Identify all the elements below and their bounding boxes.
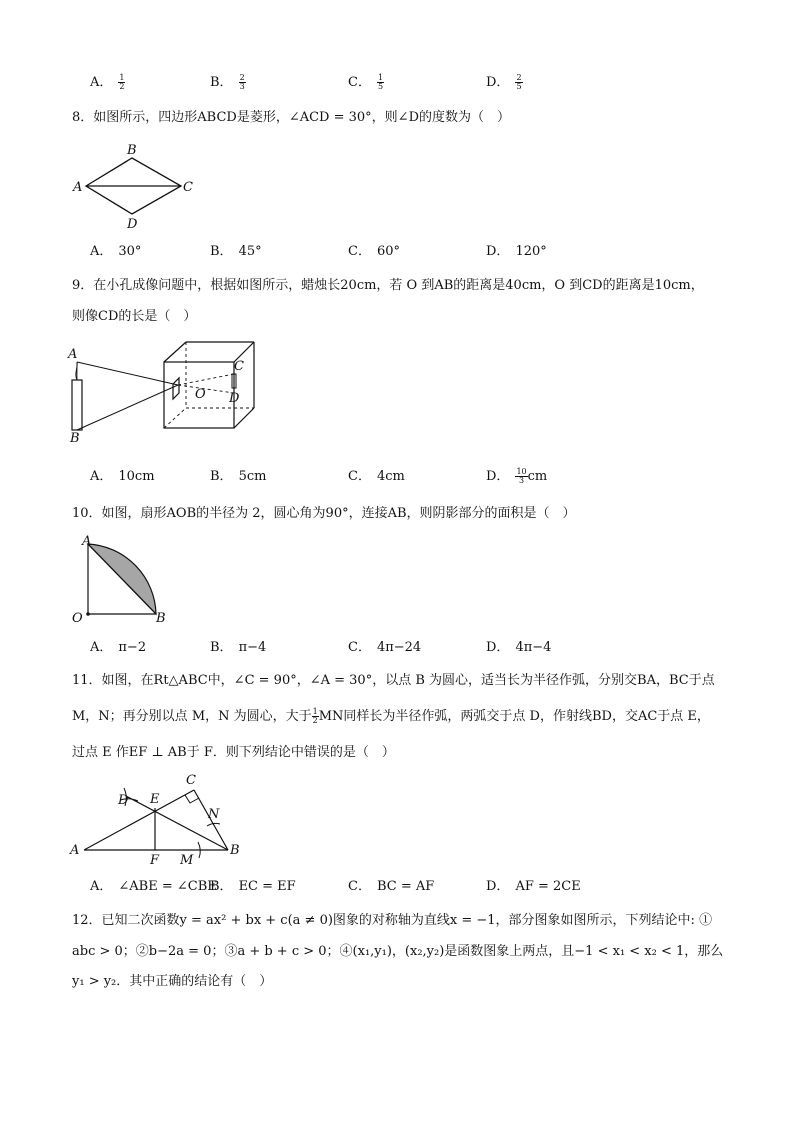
q8-options	[90, 241, 730, 263]
q11-stem-line3: 过点 E 作EF ⊥ AB于 F．则下列结论中错误的是（ ）	[72, 745, 395, 760]
label-b: B	[230, 843, 240, 858]
center-o	[86, 612, 90, 616]
q7-options	[90, 72, 730, 94]
q9-option-b: B． 5cm	[210, 469, 267, 484]
label-n: N	[208, 807, 220, 822]
label-a: A	[70, 843, 80, 858]
label-d: D	[229, 391, 240, 406]
label-f: F	[150, 853, 160, 868]
label-a: A	[68, 347, 78, 362]
q9-stem-line1: 9．在小孔成像问题中，根据如图所示，蜡烛长20cm，若 O 到AB的距离是40cm，O 到CD的距离是10cm，	[72, 278, 704, 293]
q9-stem-line2: 则像CD的长是（ ）	[72, 309, 197, 324]
q7-option-d: D． $\frac{2}{5}$	[486, 73, 522, 91]
label-d: D	[127, 217, 138, 232]
q12-stem-line2: abc > 0；②b−2a = 0；③a + b + c > 0；④(x₁,y₁)，(x₂,y₂)是函数图象上两点，且−1 < x₁ < x₂ < 1，那么	[72, 944, 724, 959]
label-a: A	[82, 534, 92, 549]
q10-option-b: B． π−4	[210, 640, 267, 655]
q11-options	[90, 876, 730, 898]
label-b: B	[70, 431, 80, 446]
q10-stem: 10．如图，扇形AOB的半径为 2，圆心角为90°，连接AB，则阴影部分的面积是（ ）	[72, 506, 576, 521]
side-ac	[84, 790, 194, 850]
label-c: C	[234, 359, 244, 374]
q8-option-a: A． 30°	[90, 244, 142, 259]
ray-a	[77, 362, 178, 385]
label-c: C	[186, 773, 196, 788]
q8-option-b: B． 45°	[210, 244, 262, 259]
q10-sector-figure	[68, 532, 178, 632]
pinhole-panel	[173, 378, 179, 399]
q11-triangle-figure	[68, 770, 248, 870]
label-a: A	[73, 180, 83, 195]
q8-rhombus-figure	[68, 140, 198, 232]
label-m: M	[180, 853, 194, 868]
q12-stem-line1: 12．已知二次函数y = ax² + bx + c(a ≠ 0)图象的对称轴为直线x = −1，部分图象如图所示，下列结论中: ①	[72, 913, 713, 928]
q8-option-d: D． 120°	[486, 244, 547, 259]
q8-stem: 8．如图所示，四边形ABCD是菱形，∠ACD = 30°，则∠D的度数为（ ）	[72, 110, 510, 125]
q9-pinhole-figure	[66, 338, 266, 448]
label-b: B	[127, 143, 137, 158]
label-c: C	[183, 180, 193, 195]
q10-option-a: A． π−2	[90, 640, 147, 655]
q7-option-c: C． $\frac{1}{5}$	[348, 73, 384, 91]
q9-option-a: A． 10cm	[90, 469, 155, 484]
q11-option-c: C． BC = AF	[348, 879, 435, 894]
q9-option-d: D． $\frac{10}{3}$ cm	[486, 467, 548, 485]
label-d: D	[118, 793, 129, 808]
q8-option-c: C． 60°	[348, 244, 400, 259]
q7-option-a: A． $\frac{1}{2}$	[90, 73, 125, 91]
q12-stem-line3: y₁ > y₂．其中正确的结论有（ ）	[72, 974, 273, 989]
label-o: O	[195, 387, 206, 402]
q7-option-b: B． $\frac{2}{3}$	[210, 73, 245, 91]
q10-options	[90, 637, 730, 659]
q9-options	[90, 466, 730, 488]
label-o: O	[72, 611, 83, 626]
q11-stem-line2: M，N；再分别以点 M，N 为圆心，大于 $\frac{1}{2}$ MN同样长为半径作弧，两弧交于点 D，作射线BD，交AC于点 E，	[72, 707, 710, 725]
ray-b	[77, 385, 178, 430]
q11-option-a: A． ∠ABE = ∠CBE	[90, 879, 217, 894]
q10-option-c: C． 4π−24	[348, 640, 422, 655]
candle-body	[72, 380, 82, 430]
q9-option-c: C． 4cm	[348, 469, 405, 484]
q11-option-d: D． AF = 2CE	[486, 879, 581, 894]
q11-option-b: B． EC = EF	[210, 879, 296, 894]
label-e: E	[150, 792, 160, 807]
q10-option-d: D． 4π−4	[486, 640, 552, 655]
q11-stem-line1: 11．如图，在Rt△ABC中，∠C = 90°，∠A = 30°，以点 B 为圆心，适当长为半径作弧，分别交BA，BC于点	[72, 673, 715, 688]
label-b: B	[156, 611, 166, 626]
